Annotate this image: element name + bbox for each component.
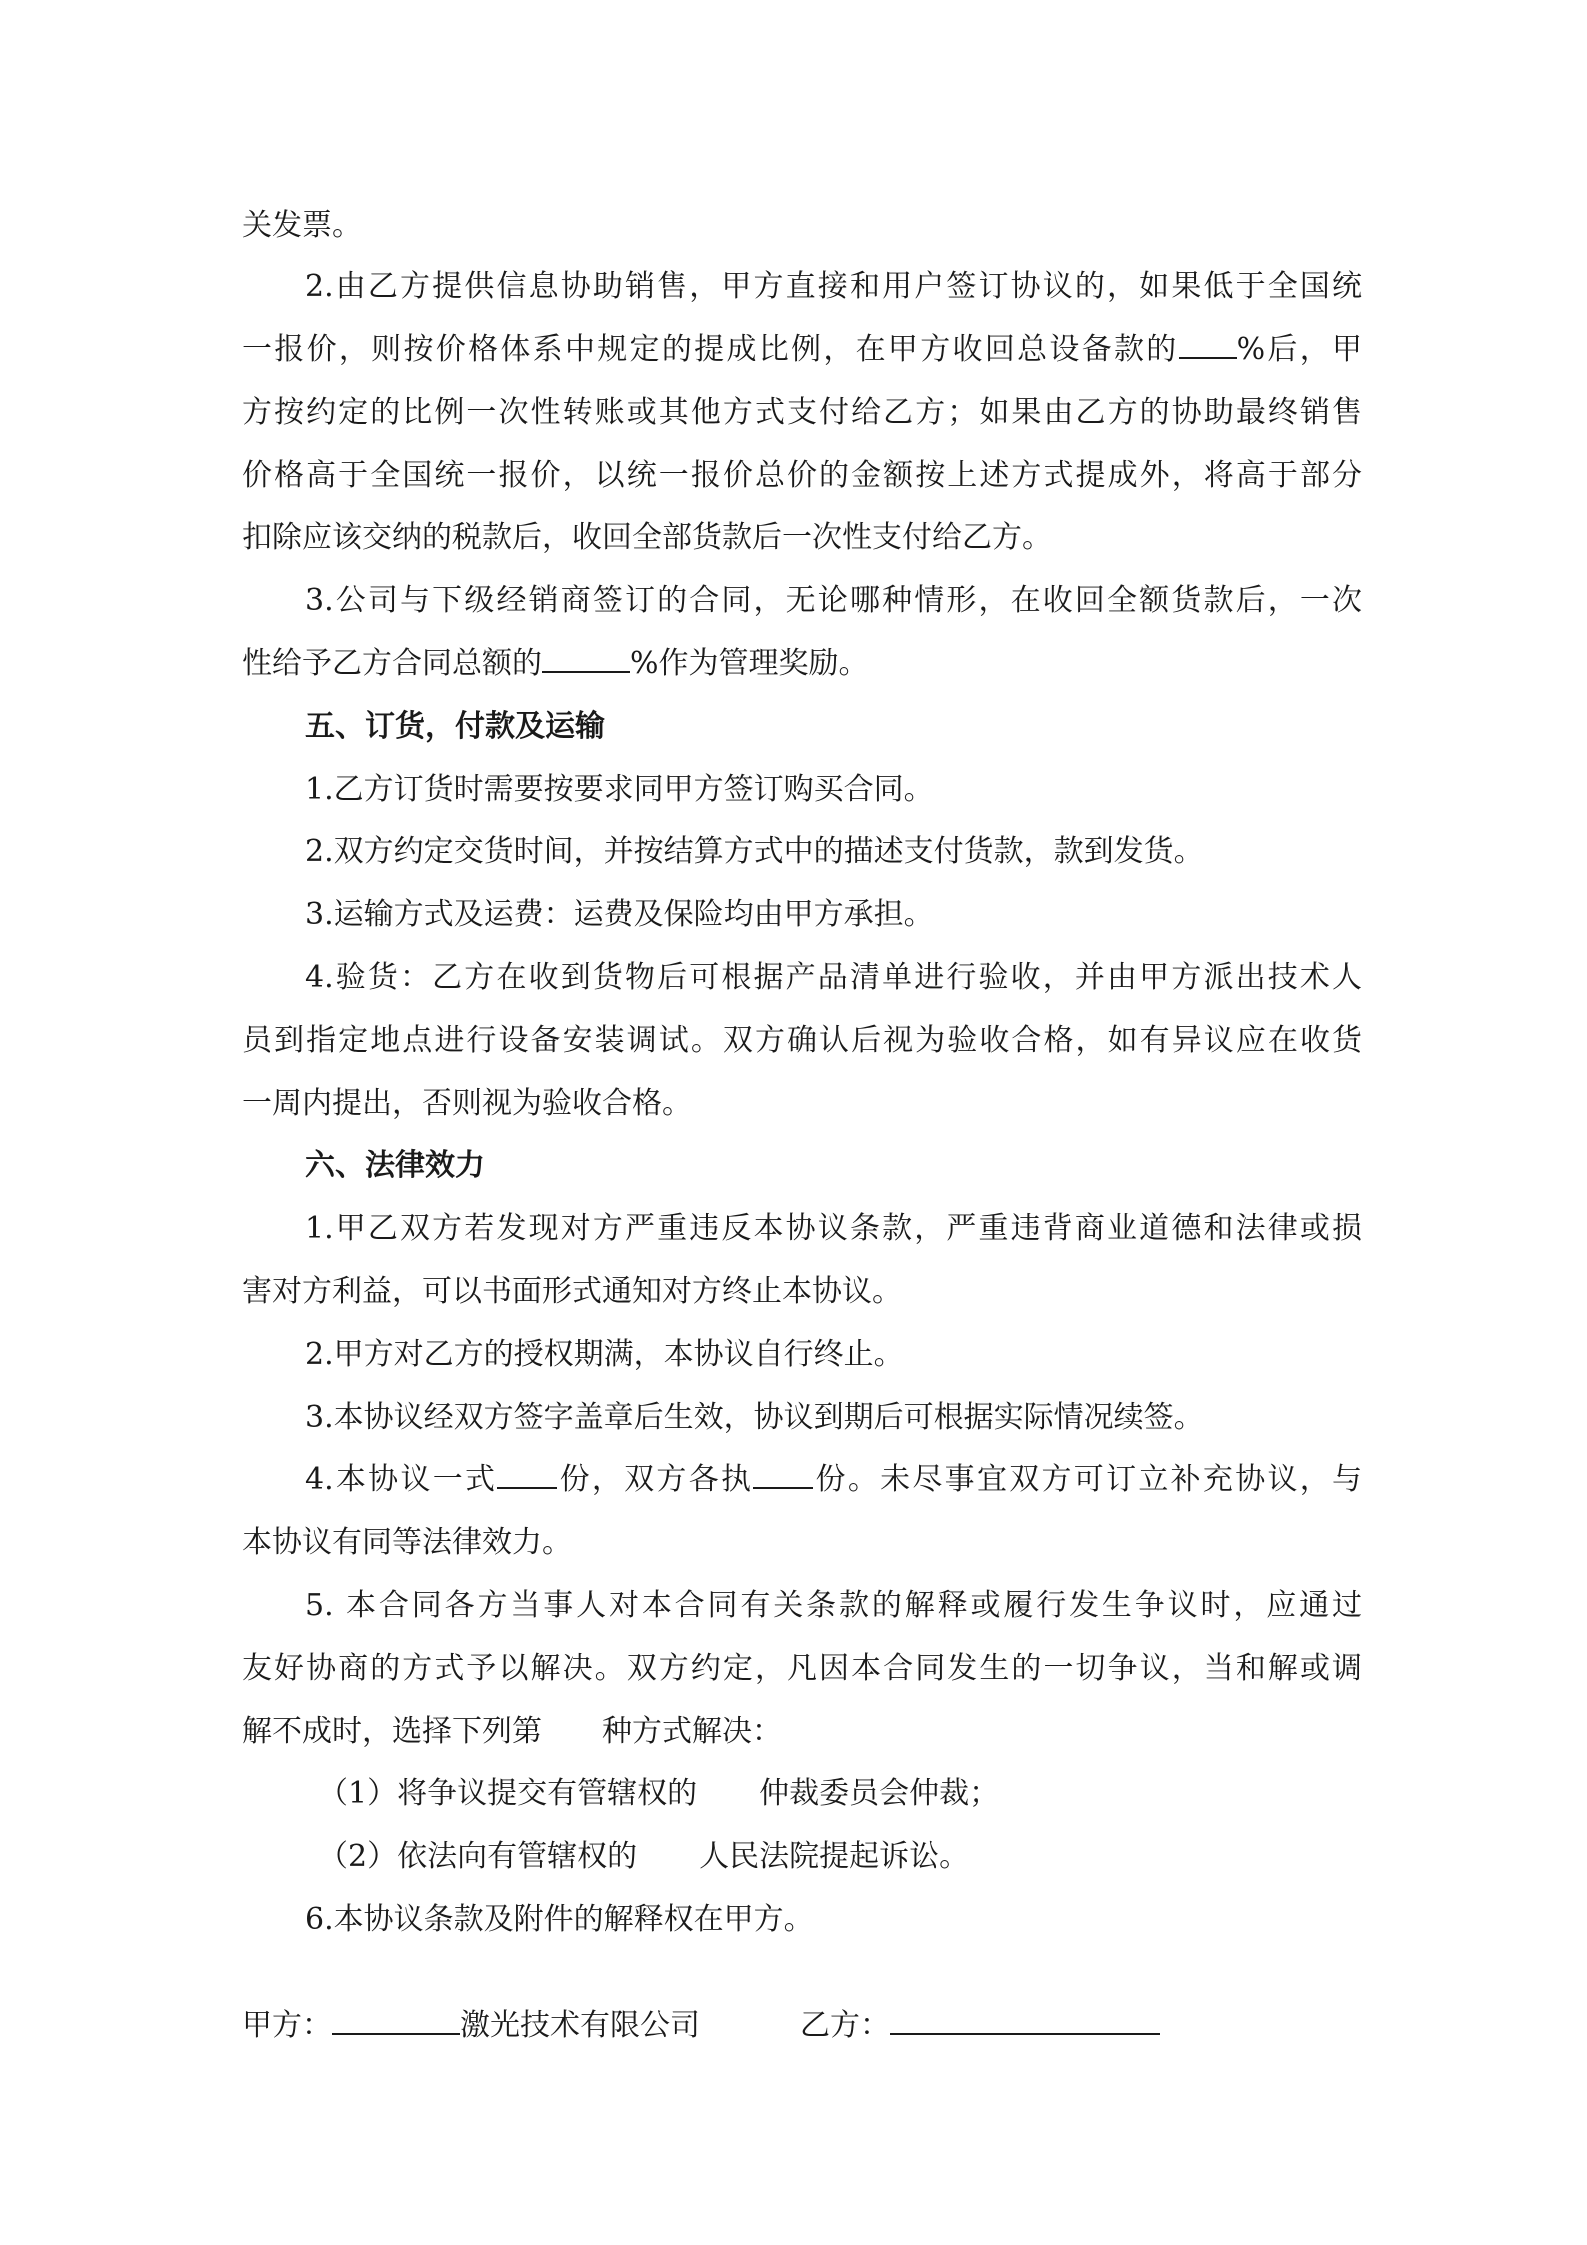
paragraph-line [305,832,1362,872]
text: 五、订货，付款及运输 [305,709,605,744]
paragraph-line [242,1712,1362,1752]
text: （1）将争议提交有管辖权的 [318,1776,698,1811]
paragraph-line [305,895,1362,935]
fill-blank[interactable] [1179,331,1237,359]
text: 解不成时，选择下列第 [242,1714,542,1749]
text: 4.本协议一式 [305,1462,498,1497]
paragraph-line [242,644,1362,684]
text: 6.本协议条款及附件的解释权在甲方。 [305,1902,814,1937]
text: 友好协商的方式予以解决。双方约定，凡因本合同发生的一切争议，当和解或调 [242,1651,1362,1686]
fill-blank[interactable] [497,1461,557,1489]
paragraph-line [305,1335,1362,1375]
paragraph-line [305,1398,1362,1438]
party-a-blank[interactable] [332,2007,460,2035]
text: 仲裁委员会仲裁； [759,1776,1000,1811]
paragraph-line [242,1523,1362,1563]
paragraph-line [305,1900,1362,1940]
text: 六、法律效力 [305,1148,485,1183]
text: 2.双方约定交货时间，并按结算方式中的描述支付货款，款到发货。 [305,834,1204,869]
text: 1.乙方订货时需要按要求同甲方签订购买合同。 [305,772,934,807]
paragraph-line [242,1272,1362,1312]
paragraph-line [305,958,1362,998]
text: 价格高于全国统一报价，以统一报价总价的金额按上述方式提成外，将高于部分 [242,458,1362,493]
section-heading [305,1146,1362,1186]
paragraph-line [305,1460,1362,1500]
text: 一报价，则按价格体系中规定的提成比例，在甲方收回总设备款的 [242,332,1179,367]
text: （2）依法向有管辖权的 [318,1839,638,1874]
party-b-blank[interactable] [890,2007,1160,2035]
text: 3.公司与下级经销商签订的合同，无论哪种情形，在收回全额货款后，一次 [305,583,1362,618]
text: 害对方利益，可以书面形式通知对方终止本协议。 [242,1274,902,1309]
party-a-signature [242,2006,700,2046]
text: 2.由乙方提供信息协助销售，甲方直接和用户签订协议的，如果低于全国统 [305,269,1362,304]
party-b-label: 乙方： [800,2008,890,2043]
text: 方按约定的比例一次性转账或其他方式支付给乙方；如果由乙方的协助最终销售 [242,395,1362,430]
text: 关发票。 [242,208,362,243]
text: 扣除应该交纳的税款后，收回全部货款后一次性支付给乙方。 [242,520,1052,555]
text: 份。未尽事宜双方可订立补充协议，与 [813,1462,1362,1497]
party-b-signature [800,2006,1160,2046]
paragraph-line [318,1837,1362,1877]
paragraph-line [305,581,1362,621]
party-a-company: 激光技术有限公司 [460,2008,700,2043]
paragraph-line [242,1021,1362,1061]
text: 5. 本合同各方当事人对本合同有关条款的解释或履行发生争议时，应通过 [305,1588,1362,1623]
paragraph-line [242,206,1362,246]
text: 本协议有同等法律效力。 [242,1525,572,1560]
party-a-label: 甲方： [242,2008,332,2043]
paragraph-line [242,456,1362,496]
text: 种方式解决： [602,1714,782,1749]
text: 人民法院提起诉讼。 [699,1839,970,1874]
fill-blank[interactable] [753,1461,813,1489]
text: 3.本协议经双方签字盖章后生效，协议到期后可根据实际情况续签。 [305,1400,1204,1435]
text: 1.甲乙双方若发现对方严重违反本协议条款，严重违背商业道德和法律或损 [305,1211,1362,1246]
paragraph-line [305,1209,1362,1249]
text: 份，双方各执 [557,1462,754,1497]
text: %后，甲 [1236,332,1362,367]
paragraph-line [305,770,1362,810]
text: 3.运输方式及运费：运费及保险均由甲方承担。 [305,897,934,932]
paragraph-line [242,1649,1362,1689]
text: %作为管理奖励。 [630,646,869,681]
section-heading [305,707,1362,747]
paragraph-line [242,330,1362,370]
paragraph-line [305,1586,1362,1626]
paragraph-line [242,518,1362,558]
text: 4.验货：乙方在收到货物后可根据产品清单进行验收，并由甲方派出技术人 [305,960,1362,995]
fill-blank[interactable] [542,645,630,673]
text: 一周内提出，否则视为验收合格。 [242,1086,692,1121]
text: 员到指定地点进行设备安装调试。双方确认后视为验收合格，如有异议应在收货 [242,1023,1362,1058]
paragraph-line [305,267,1362,307]
paragraph-line [242,1084,1362,1124]
text: 2.甲方对乙方的授权期满，本协议自行终止。 [305,1337,904,1372]
text: 性给予乙方合同总额的 [242,646,542,681]
paragraph-line [318,1774,1362,1814]
paragraph-line [242,393,1362,433]
